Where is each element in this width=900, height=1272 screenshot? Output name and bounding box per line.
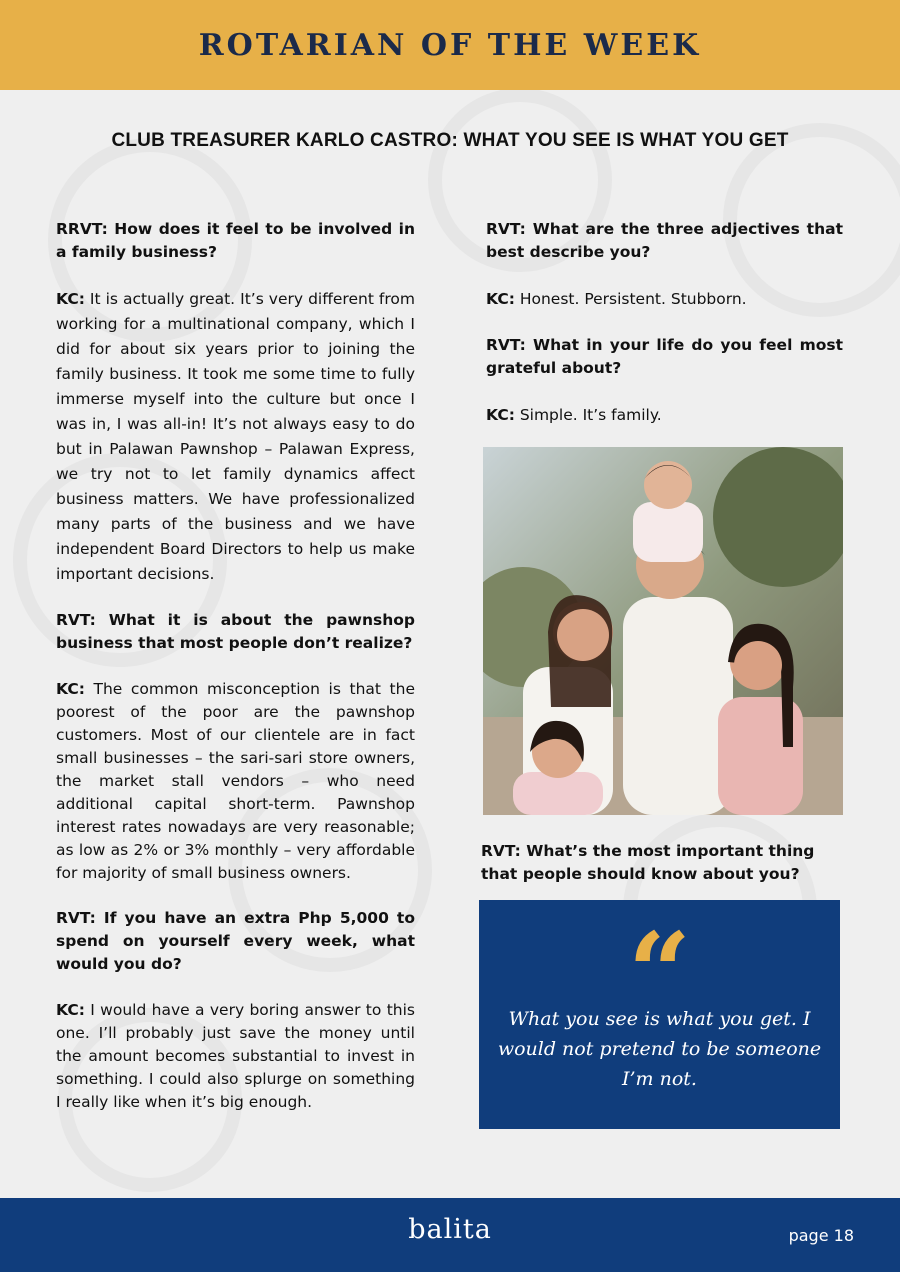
answer-label: KC: xyxy=(486,290,515,308)
left-column xyxy=(56,218,415,1136)
answer-4 xyxy=(486,287,843,312)
answer-3 xyxy=(56,999,415,1114)
answer-2 xyxy=(56,678,415,885)
question-6: RVT: What’s the most important thing that people should know about you? xyxy=(481,842,815,883)
answer-label: KC: xyxy=(56,290,85,308)
answer-text: I would have a very boring answer to this one. I’ll probably just save the money until the amount becomes substantial to invest in something. I could also splurge on something I really like when it’s big enough. xyxy=(56,1001,415,1111)
right-column xyxy=(486,218,843,450)
page-title: ROTARIAN OF THE WEEK xyxy=(198,27,702,63)
article-subtitle: CLUB TREASURER KARLO CASTRO: WHAT YOU SEE IS WHAT YOU GET xyxy=(111,130,789,151)
question-4: RVT: What are the three adjectives that best describe you? xyxy=(486,220,843,261)
question-2: RVT: What it is about the pawnshop business that most people don’t realize? xyxy=(56,611,415,652)
answer-text: Honest. Persistent. Stubborn. xyxy=(514,290,747,308)
answer-5 xyxy=(486,403,843,428)
footer-bar xyxy=(0,1198,900,1272)
quote-mark-icon: “ xyxy=(627,908,692,1037)
answer-label: KC: xyxy=(56,680,85,698)
question-5: RVT: What in your life do you feel most grateful about? xyxy=(486,336,843,377)
answer-label: KC: xyxy=(56,1001,85,1019)
quote-text: What you see is what you get. I would not pretend to be someone I’m not. xyxy=(497,1008,822,1090)
brand-logo: balita xyxy=(408,1214,492,1245)
answer-1 xyxy=(56,287,415,587)
answer-text: The common misconception is that the poorest of the poor are the pawnshop customers. Most of our clientele are in fact small businesses – the sari-sari store owners, the market stall vendors – who need additional capital short-term. Pawnshop interest rates nowadays are very reasonable; as low as 2% or 3% monthly – very affordable for majority of small business owners. xyxy=(56,680,415,882)
question-3: RVT: If you have an extra Php 5,000 to spend on yourself every week, what would you do? xyxy=(56,909,415,973)
answer-label: KC: xyxy=(486,406,515,424)
page-number: page 18 xyxy=(788,1226,854,1245)
question-1: RRVT: How does it feel to be involved in a family business? xyxy=(56,220,415,261)
header-banner xyxy=(0,0,900,90)
family-photo xyxy=(483,447,843,815)
family-photo-icon xyxy=(483,447,843,815)
answer-text: It is actually great. It’s very different from working for a multinational company, which I did for about six years prior to joining the family business. It took me some time to fully immerse myself into the culture but once I was in, I was all-in! It’s not always easy to do but in Palawan Pawnshop – Palawan Express, we try not to let family dynamics affect business matters. We have professionalized many parts of the business and we have independent Board Directors to help us make important decisions. xyxy=(56,290,415,583)
answer-text: Simple. It’s family. xyxy=(514,406,662,424)
pull-quote xyxy=(479,900,840,1129)
